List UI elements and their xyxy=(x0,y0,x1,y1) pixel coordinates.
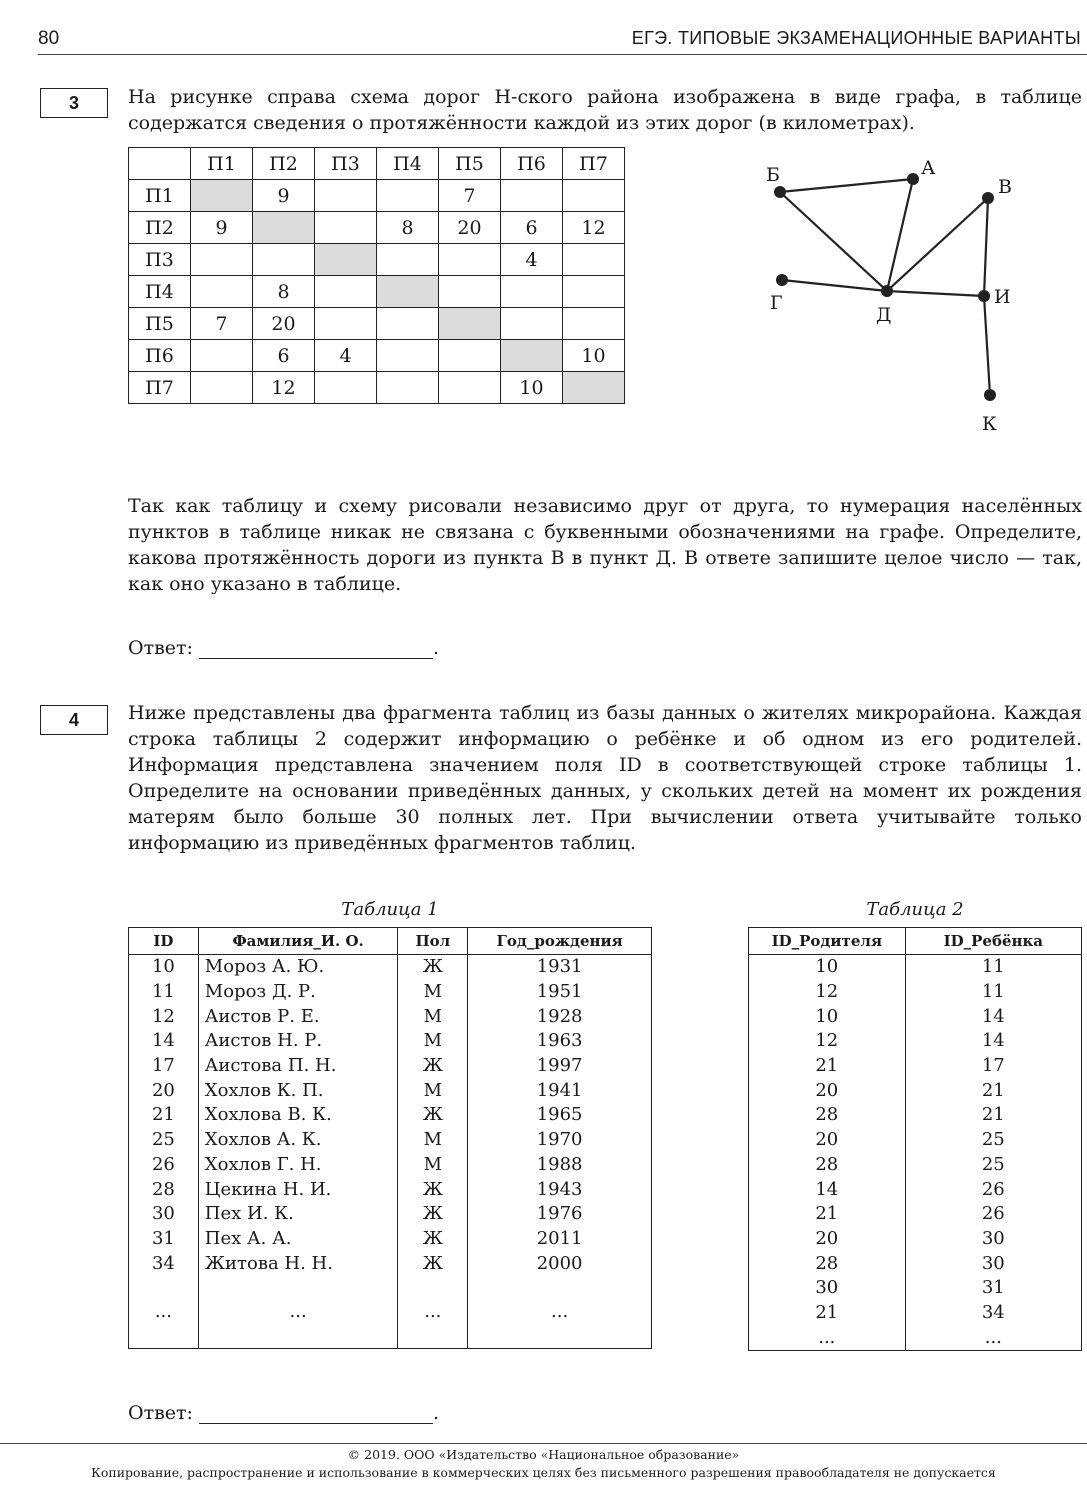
task-4-number-box: 4 xyxy=(40,705,108,735)
node-b xyxy=(774,186,786,198)
table-cell: 25 xyxy=(129,1128,199,1153)
footer-copyright: © 2019. ООО «Издательство «Национальное образование» xyxy=(347,1447,740,1462)
task-4-question: Ниже представлены два фрагмента таблиц из базы данных о жителях микрорайона. Каждая строка таблицы 2 содержит информацию о ребёнке и об одном из его родителей. Информация представлена значением поля ID в соответствующей строке таблицы 1. Определите на основании приведённых данных, у скольких детей на момент их рождения матерям было больше 30 полных лет. При вычислении ответа учитывайте только информацию из приведённых фрагментов таблиц. xyxy=(128,702,1082,854)
distance-cell: 20 xyxy=(439,212,501,244)
table-cell: 21 xyxy=(905,1078,1081,1103)
ellipsis-cell: ... xyxy=(468,1276,652,1349)
table-cell: 1970 xyxy=(468,1128,652,1153)
distance-cell xyxy=(191,340,253,372)
column-header: ID xyxy=(129,928,199,955)
distance-cell: 6 xyxy=(501,212,563,244)
table-cell: 21 xyxy=(749,1054,906,1079)
table-cell: 28 xyxy=(749,1251,906,1276)
label-d: Д xyxy=(876,304,892,326)
edge-d-i xyxy=(887,291,984,296)
table-header-row xyxy=(749,928,1082,955)
label-g: Г xyxy=(770,292,783,314)
table-row xyxy=(129,276,625,308)
distance-cell: 7 xyxy=(191,308,253,340)
table-row xyxy=(129,372,625,404)
table-cell: М xyxy=(398,1128,468,1153)
table-cell: 21 xyxy=(749,1202,906,1227)
table-row xyxy=(749,1078,1082,1103)
table-cell: 10 xyxy=(749,955,906,980)
footer-divider xyxy=(0,1443,1087,1444)
table-cell: Пех А. А. xyxy=(198,1227,398,1252)
table-cell: Ж xyxy=(398,1177,468,1202)
table-2-caption: Таблица 2 xyxy=(866,899,964,920)
table-cell: 11 xyxy=(905,955,1081,980)
node-a xyxy=(907,173,919,185)
table-cell: Ж xyxy=(398,1202,468,1227)
table-cell: 10 xyxy=(129,955,199,980)
node-k xyxy=(984,389,996,401)
distance-cell xyxy=(191,180,253,212)
column-header: ID_Родителя xyxy=(749,928,906,955)
column-header: П6 xyxy=(501,148,563,180)
table-cell: 20 xyxy=(749,1078,906,1103)
table-cell: 25 xyxy=(905,1153,1081,1178)
table-cell: 28 xyxy=(749,1103,906,1128)
column-header xyxy=(129,148,191,180)
task-3-answer xyxy=(128,636,439,659)
edge-g-d xyxy=(782,280,887,291)
table-cell: 20 xyxy=(749,1227,906,1252)
running-title: ЕГЭ. ТИПОВЫЕ ЭКЗАМЕНАЦИОННЫЕ ВАРИАНТЫ xyxy=(631,28,1081,48)
table-cell: Аистова П. Н. xyxy=(198,1054,398,1079)
ellipsis-cell: ... xyxy=(749,1325,906,1350)
table-cell: Хохлов А. К. xyxy=(198,1128,398,1153)
table-1 xyxy=(128,927,652,1349)
table-row xyxy=(129,1029,652,1054)
column-header: Пол xyxy=(398,928,468,955)
table-cell: 2000 xyxy=(468,1251,652,1276)
table-cell: 11 xyxy=(129,980,199,1005)
table-row xyxy=(129,1054,652,1079)
ellipsis-row xyxy=(749,1325,1082,1350)
node-g xyxy=(776,274,788,286)
distance-cell xyxy=(315,308,377,340)
table-row xyxy=(129,955,652,980)
table-cell: М xyxy=(398,1153,468,1178)
table-cell: М xyxy=(398,980,468,1005)
distance-cell xyxy=(253,244,315,276)
table-cell: 28 xyxy=(129,1177,199,1202)
table-row xyxy=(129,1251,652,1276)
column-header: Фамилия_И. О. xyxy=(198,928,398,955)
distance-cell xyxy=(439,340,501,372)
table-cell: 17 xyxy=(129,1054,199,1079)
label-i: И xyxy=(994,286,1011,308)
table-cell: М xyxy=(398,1078,468,1103)
distance-cell: 6 xyxy=(253,340,315,372)
road-distance-table xyxy=(128,147,625,404)
table-cell: Хохлова В. К. xyxy=(198,1103,398,1128)
label-v: В xyxy=(998,176,1012,198)
table-cell: 1988 xyxy=(468,1153,652,1178)
distance-cell xyxy=(439,372,501,404)
table-row xyxy=(129,1177,652,1202)
table-row xyxy=(749,1054,1082,1079)
answer-end: . xyxy=(433,1402,440,1424)
table-cell: 1976 xyxy=(468,1202,652,1227)
table-cell: 14 xyxy=(905,1004,1081,1029)
table-row xyxy=(749,1153,1082,1178)
distance-cell xyxy=(439,244,501,276)
table-row xyxy=(749,980,1082,1005)
task-3-question: Так как таблицу и схему рисовали независимо друг от друга, то нумерация населённых пунктов в таблице никак не связана с буквенными обозначениями на графе. Определите, какова протяжённость дороги из пункта В в пункт Д. В ответе запишите целое число — так, как оно указано в таблице. xyxy=(128,495,1082,595)
edge-v-i xyxy=(984,198,988,296)
edge-i-k xyxy=(984,296,990,395)
distance-cell: 12 xyxy=(253,372,315,404)
table-header-row xyxy=(129,928,652,955)
distance-cell xyxy=(191,372,253,404)
distance-cell xyxy=(377,180,439,212)
table-row xyxy=(129,1128,652,1153)
distance-cell xyxy=(439,308,501,340)
table-cell: 30 xyxy=(905,1227,1081,1252)
task-3-intro: На рисунке справа схема дорог Н-ского района изображена в виде графа, в таблице содержатся сведения о протяжённости каждой из этих дорог (в километрах). xyxy=(128,86,1082,134)
distance-cell xyxy=(501,340,563,372)
table-cell: 31 xyxy=(905,1276,1081,1301)
distance-cell: 9 xyxy=(191,212,253,244)
distance-cell xyxy=(563,180,625,212)
table-cell: 30 xyxy=(905,1251,1081,1276)
table-cell: 34 xyxy=(129,1251,199,1276)
table-cell: 14 xyxy=(905,1029,1081,1054)
column-header: П1 xyxy=(191,148,253,180)
table-row xyxy=(749,1276,1082,1301)
distance-cell: 4 xyxy=(315,340,377,372)
table-cell: Цекина Н. И. xyxy=(198,1177,398,1202)
distance-cell xyxy=(315,180,377,212)
table-cell: Мороз Д. Р. xyxy=(198,980,398,1005)
distance-cell: 10 xyxy=(501,372,563,404)
table-2 xyxy=(748,927,1082,1351)
table-row xyxy=(749,1301,1082,1326)
label-b: Б xyxy=(766,164,780,186)
table-cell: 17 xyxy=(905,1054,1081,1079)
node-i xyxy=(978,290,990,302)
table-cell: 10 xyxy=(749,1004,906,1029)
table-header-row xyxy=(129,148,625,180)
node-d xyxy=(881,285,893,297)
distance-cell: 8 xyxy=(253,276,315,308)
table-cell: 14 xyxy=(749,1177,906,1202)
column-header: П7 xyxy=(563,148,625,180)
edge-b-d xyxy=(780,192,887,291)
table-row xyxy=(749,1103,1082,1128)
table-cell: 14 xyxy=(129,1029,199,1054)
table-cell: 1943 xyxy=(468,1177,652,1202)
task-4-answer-field[interactable] xyxy=(199,1401,433,1424)
table-cell: 21 xyxy=(749,1301,906,1326)
footer-legal: Копирование, распространение и использование в коммерческих целях без письменного разрешения правообладателя не допускается xyxy=(91,1465,996,1480)
table-row xyxy=(749,1202,1082,1227)
table-cell: Ж xyxy=(398,1227,468,1252)
table-cell: Житова Н. Н. xyxy=(198,1251,398,1276)
distance-cell xyxy=(253,212,315,244)
column-header: П2 xyxy=(253,148,315,180)
distance-cell xyxy=(563,244,625,276)
table-row xyxy=(129,1004,652,1029)
table-cell: Мороз А. Ю. xyxy=(198,955,398,980)
row-header: П1 xyxy=(129,180,191,212)
column-header: Год_рождения xyxy=(468,928,652,955)
table-cell: Пех И. К. xyxy=(198,1202,398,1227)
table-cell: Хохлов К. П. xyxy=(198,1078,398,1103)
ellipsis-row xyxy=(129,1276,652,1349)
table-cell: 12 xyxy=(129,1004,199,1029)
table-cell: 2011 xyxy=(468,1227,652,1252)
distance-cell: 20 xyxy=(253,308,315,340)
table-cell: 21 xyxy=(129,1103,199,1128)
road-graph xyxy=(730,150,1060,440)
table-cell: 12 xyxy=(749,980,906,1005)
ellipsis-cell: ... xyxy=(905,1325,1081,1350)
table-cell: 1941 xyxy=(468,1078,652,1103)
distance-cell: 9 xyxy=(253,180,315,212)
column-header: П3 xyxy=(315,148,377,180)
distance-cell xyxy=(563,308,625,340)
table-cell: 1997 xyxy=(468,1054,652,1079)
row-header: П6 xyxy=(129,340,191,372)
page-number: 80 xyxy=(38,28,60,49)
table-cell: Ж xyxy=(398,1103,468,1128)
distance-cell xyxy=(563,372,625,404)
row-header: П7 xyxy=(129,372,191,404)
table-row xyxy=(129,180,625,212)
table-cell: Ж xyxy=(398,1251,468,1276)
distance-cell xyxy=(315,244,377,276)
distance-cell: 10 xyxy=(563,340,625,372)
header-divider xyxy=(38,54,1087,55)
distance-cell xyxy=(315,372,377,404)
label-k: К xyxy=(982,413,997,435)
table-row xyxy=(129,340,625,372)
distance-cell xyxy=(377,244,439,276)
table-cell: 21 xyxy=(905,1103,1081,1128)
table-row xyxy=(129,1202,652,1227)
table-cell: 25 xyxy=(905,1128,1081,1153)
table-cell: 26 xyxy=(905,1202,1081,1227)
distance-cell xyxy=(439,276,501,308)
distance-cell xyxy=(501,180,563,212)
table-cell: 1951 xyxy=(468,980,652,1005)
distance-cell xyxy=(315,212,377,244)
table-row xyxy=(129,308,625,340)
table-cell: Хохлов Г. Н. xyxy=(198,1153,398,1178)
task-3-number-box: 3 xyxy=(40,88,108,118)
column-header: П4 xyxy=(377,148,439,180)
distance-cell: 8 xyxy=(377,212,439,244)
table-row xyxy=(749,1128,1082,1153)
table-cell: 26 xyxy=(129,1153,199,1178)
table-cell: 28 xyxy=(749,1153,906,1178)
table-cell: Ж xyxy=(398,955,468,980)
distance-cell: 7 xyxy=(439,180,501,212)
table-cell: 1963 xyxy=(468,1029,652,1054)
distance-cell: 12 xyxy=(563,212,625,244)
table-cell: 1965 xyxy=(468,1103,652,1128)
table-cell: 30 xyxy=(129,1202,199,1227)
answer-end: . xyxy=(433,637,440,659)
node-v xyxy=(982,192,994,204)
ellipsis-cell: ... xyxy=(398,1276,468,1349)
table-row xyxy=(129,1153,652,1178)
edge-v-d xyxy=(887,198,988,291)
ellipsis-cell: ... xyxy=(198,1276,398,1349)
table-cell: 1931 xyxy=(468,955,652,980)
table-row xyxy=(129,1078,652,1103)
table-cell: Аистов Н. Р. xyxy=(198,1029,398,1054)
ellipsis-cell: ... xyxy=(129,1276,199,1349)
distance-cell xyxy=(501,308,563,340)
distance-cell xyxy=(377,340,439,372)
distance-cell xyxy=(563,276,625,308)
table-cell: 12 xyxy=(749,1029,906,1054)
table-1-caption: Таблица 1 xyxy=(341,899,439,920)
row-header: П5 xyxy=(129,308,191,340)
table-cell: 1928 xyxy=(468,1004,652,1029)
table-row xyxy=(749,1251,1082,1276)
task-4-answer xyxy=(128,1401,439,1424)
distance-cell xyxy=(191,276,253,308)
edge-b-a xyxy=(780,179,913,192)
row-header: П2 xyxy=(129,212,191,244)
distance-cell xyxy=(377,308,439,340)
table-row xyxy=(749,1227,1082,1252)
table-row xyxy=(749,955,1082,980)
table-cell: 11 xyxy=(905,980,1081,1005)
table-row xyxy=(749,1004,1082,1029)
column-header: П5 xyxy=(439,148,501,180)
table-cell: 30 xyxy=(749,1276,906,1301)
column-header: ID_Ребёнка xyxy=(905,928,1081,955)
table-row xyxy=(129,244,625,276)
row-header: П3 xyxy=(129,244,191,276)
table-row xyxy=(749,1177,1082,1202)
distance-cell xyxy=(315,276,377,308)
table-row xyxy=(129,1227,652,1252)
table-row xyxy=(129,1103,652,1128)
table-cell: М xyxy=(398,1004,468,1029)
table-row xyxy=(129,212,625,244)
table-cell: 20 xyxy=(749,1128,906,1153)
task-3-answer-field[interactable] xyxy=(199,636,433,659)
table-cell: 20 xyxy=(129,1078,199,1103)
edge-a-d xyxy=(887,179,913,291)
distance-cell xyxy=(377,276,439,308)
answer-label: Ответ: xyxy=(128,637,193,659)
table-cell: 31 xyxy=(129,1227,199,1252)
table-cell: Аистов Р. Е. xyxy=(198,1004,398,1029)
distance-cell xyxy=(501,276,563,308)
table-cell: Ж xyxy=(398,1054,468,1079)
row-header: П4 xyxy=(129,276,191,308)
distance-cell: 4 xyxy=(501,244,563,276)
table-cell: 34 xyxy=(905,1301,1081,1326)
distance-cell xyxy=(191,244,253,276)
table-cell: М xyxy=(398,1029,468,1054)
label-a: А xyxy=(921,157,936,179)
distance-cell xyxy=(377,372,439,404)
table-row xyxy=(749,1029,1082,1054)
answer-label: Ответ: xyxy=(128,1402,193,1424)
table-cell: 26 xyxy=(905,1177,1081,1202)
table-row xyxy=(129,980,652,1005)
